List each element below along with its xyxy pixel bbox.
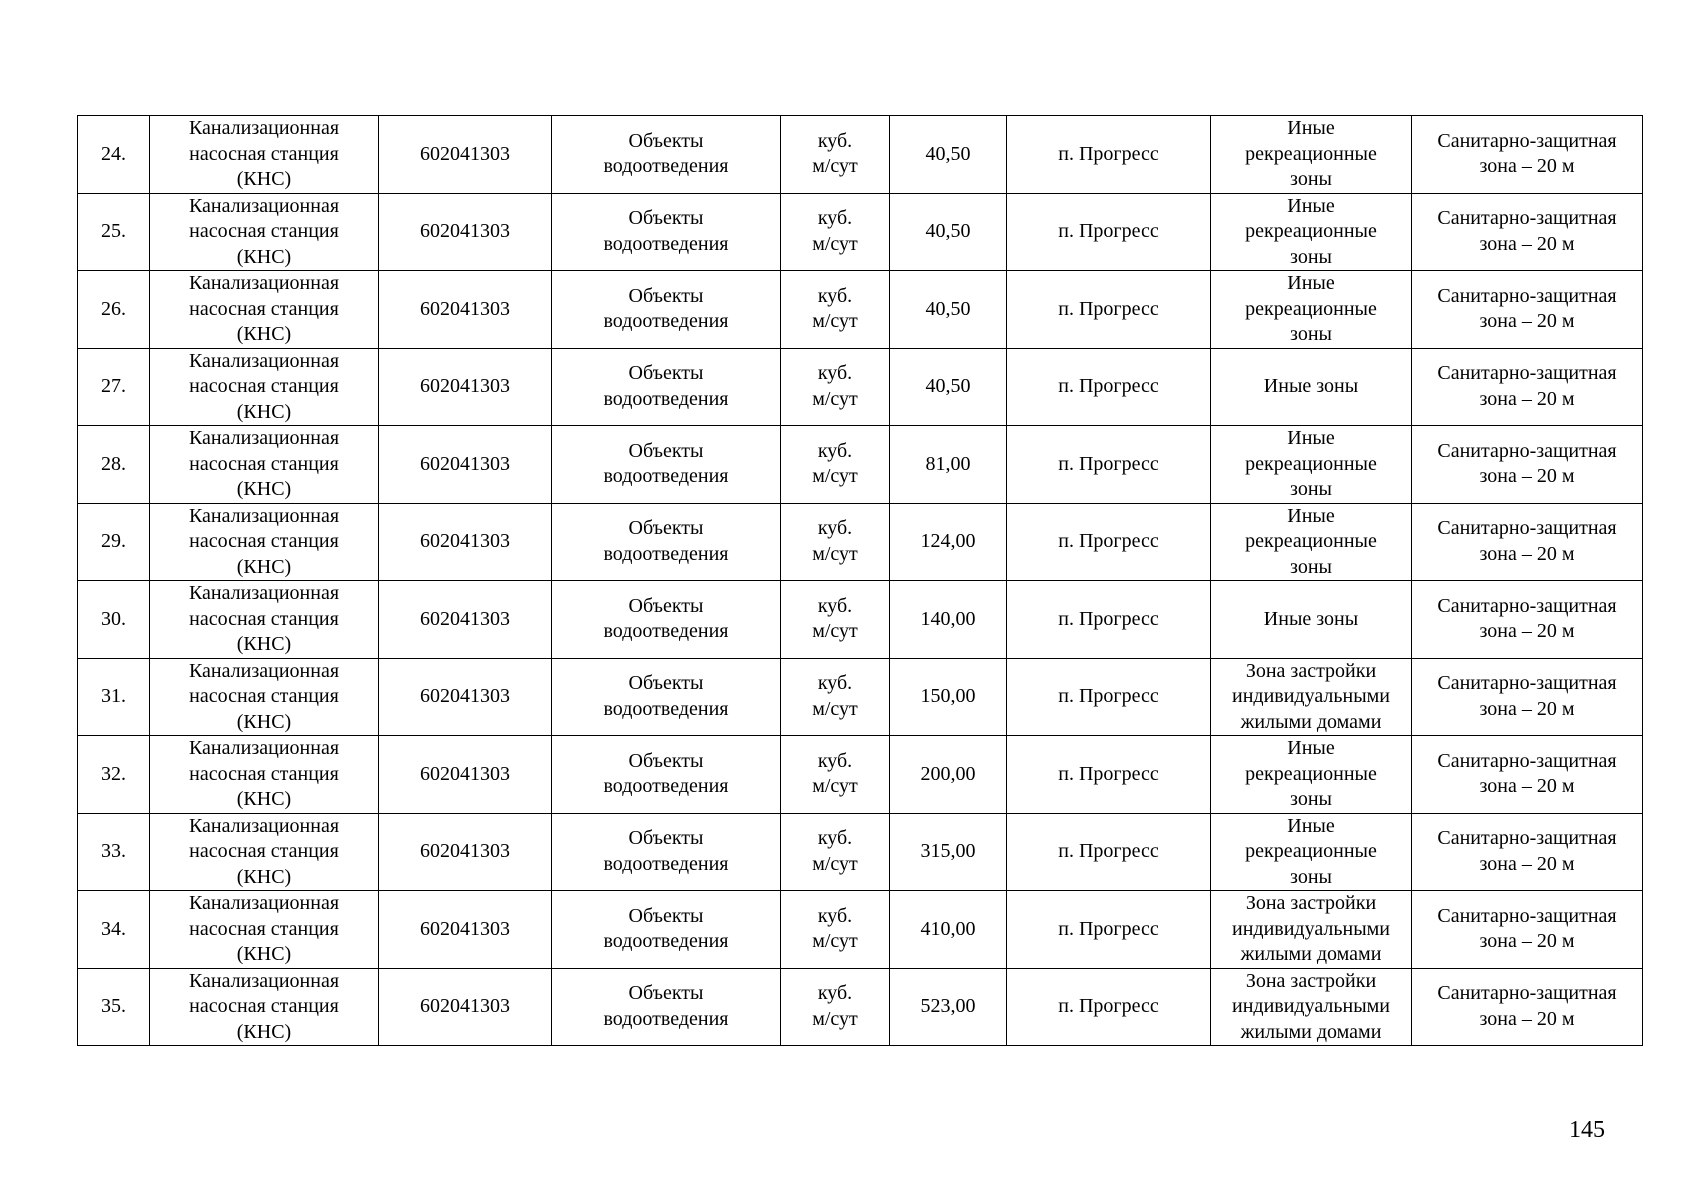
row-number-cell: 25. [78,193,150,271]
unit-cell: куб. м/сут [781,426,890,504]
table-row [78,736,1643,814]
object-type-cell: Объекты водоотведения [552,426,781,504]
capacity-value-cell: 40,50 [890,348,1007,426]
functional-zone-cell: Иные зоны [1211,581,1412,659]
row-number-cell: 27. [78,348,150,426]
object-name-cell: Канализационная насосная станция (КНС) [150,813,379,891]
row-number-cell: 24. [78,116,150,194]
object-code-cell: 602041303 [379,736,552,814]
table-row [78,271,1643,349]
object-type-cell: Объекты водоотведения [552,193,781,271]
table-row [78,658,1643,736]
object-code-cell: 602041303 [379,271,552,349]
row-number-cell: 26. [78,271,150,349]
capacity-value-cell: 150,00 [890,658,1007,736]
location-cell: п. Прогресс [1007,968,1211,1046]
restriction-zone-cell: Санитарно-защитная зона – 20 м [1412,658,1643,736]
object-code-cell: 602041303 [379,581,552,659]
restriction-zone-cell: Санитарно-защитная зона – 20 м [1412,968,1643,1046]
location-cell: п. Прогресс [1007,348,1211,426]
object-name-cell: Канализационная насосная станция (КНС) [150,891,379,969]
object-type-cell: Объекты водоотведения [552,968,781,1046]
unit-cell: куб. м/сут [781,193,890,271]
object-name-cell: Канализационная насосная станция (КНС) [150,581,379,659]
capacity-value-cell: 40,50 [890,193,1007,271]
object-code-cell: 602041303 [379,813,552,891]
object-type-cell: Объекты водоотведения [552,658,781,736]
unit-cell: куб. м/сут [781,581,890,659]
row-number-cell: 34. [78,891,150,969]
capacity-value-cell: 410,00 [890,891,1007,969]
object-code-cell: 602041303 [379,503,552,581]
location-cell: п. Прогресс [1007,503,1211,581]
object-code-cell: 602041303 [379,426,552,504]
location-cell: п. Прогресс [1007,116,1211,194]
restriction-zone-cell: Санитарно-защитная зона – 20 м [1412,348,1643,426]
capacity-value-cell: 200,00 [890,736,1007,814]
object-type-cell: Объекты водоотведения [552,891,781,969]
functional-zone-cell: Иные рекреационные зоны [1211,116,1412,194]
table-row [78,503,1643,581]
object-name-cell: Канализационная насосная станция (КНС) [150,116,379,194]
row-number-cell: 30. [78,581,150,659]
object-name-cell: Канализационная насосная станция (КНС) [150,503,379,581]
functional-zone-cell: Зона застройки индивидуальными жилыми домами [1211,968,1412,1046]
restriction-zone-cell: Санитарно-защитная зона – 20 м [1412,891,1643,969]
restriction-zone-cell: Санитарно-защитная зона – 20 м [1412,736,1643,814]
functional-zone-cell: Иные рекреационные зоны [1211,193,1412,271]
object-name-cell: Канализационная насосная станция (КНС) [150,348,379,426]
capacity-value-cell: 40,50 [890,116,1007,194]
row-number-cell: 28. [78,426,150,504]
functional-zone-cell: Иные рекреационные зоны [1211,503,1412,581]
table-row [78,348,1643,426]
restriction-zone-cell: Санитарно-защитная зона – 20 м [1412,193,1643,271]
unit-cell: куб. м/сут [781,503,890,581]
unit-cell: куб. м/сут [781,658,890,736]
object-code-cell: 602041303 [379,891,552,969]
functional-zone-cell: Зона застройки индивидуальными жилыми домами [1211,658,1412,736]
object-type-cell: Объекты водоотведения [552,813,781,891]
capacity-value-cell: 40,50 [890,271,1007,349]
table-row [78,813,1643,891]
location-cell: п. Прогресс [1007,426,1211,504]
unit-cell: куб. м/сут [781,813,890,891]
facilities-table [77,115,1643,1046]
row-number-cell: 32. [78,736,150,814]
capacity-value-cell: 523,00 [890,968,1007,1046]
functional-zone-cell: Иные рекреационные зоны [1211,426,1412,504]
restriction-zone-cell: Санитарно-защитная зона – 20 м [1412,503,1643,581]
table-row [78,426,1643,504]
row-number-cell: 35. [78,968,150,1046]
object-name-cell: Канализационная насосная станция (КНС) [150,736,379,814]
row-number-cell: 29. [78,503,150,581]
object-code-cell: 602041303 [379,968,552,1046]
functional-zone-cell: Иные рекреационные зоны [1211,813,1412,891]
capacity-value-cell: 81,00 [890,426,1007,504]
unit-cell: куб. м/сут [781,348,890,426]
object-name-cell: Канализационная насосная станция (КНС) [150,271,379,349]
restriction-zone-cell: Санитарно-защитная зона – 20 м [1412,271,1643,349]
unit-cell: куб. м/сут [781,736,890,814]
restriction-zone-cell: Санитарно-защитная зона – 20 м [1412,116,1643,194]
object-name-cell: Канализационная насосная станция (КНС) [150,658,379,736]
functional-zone-cell: Зона застройки индивидуальными жилыми домами [1211,891,1412,969]
row-number-cell: 33. [78,813,150,891]
location-cell: п. Прогресс [1007,891,1211,969]
capacity-value-cell: 124,00 [890,503,1007,581]
object-type-cell: Объекты водоотведения [552,503,781,581]
table-body [78,116,1643,1046]
table-row [78,891,1643,969]
restriction-zone-cell: Санитарно-защитная зона – 20 м [1412,426,1643,504]
unit-cell: куб. м/сут [781,271,890,349]
unit-cell: куб. м/сут [781,891,890,969]
object-type-cell: Объекты водоотведения [552,271,781,349]
location-cell: п. Прогресс [1007,658,1211,736]
restriction-zone-cell: Санитарно-защитная зона – 20 м [1412,581,1643,659]
unit-cell: куб. м/сут [781,968,890,1046]
object-code-cell: 602041303 [379,348,552,426]
functional-zone-cell: Иные рекреационные зоны [1211,271,1412,349]
object-type-cell: Объекты водоотведения [552,348,781,426]
unit-cell: куб. м/сут [781,116,890,194]
table-row [78,968,1643,1046]
location-cell: п. Прогресс [1007,193,1211,271]
page-number: 145 [1569,1117,1605,1143]
object-type-cell: Объекты водоотведения [552,116,781,194]
capacity-value-cell: 315,00 [890,813,1007,891]
object-type-cell: Объекты водоотведения [552,736,781,814]
table-row [78,193,1643,271]
object-code-cell: 602041303 [379,193,552,271]
object-type-cell: Объекты водоотведения [552,581,781,659]
object-code-cell: 602041303 [379,116,552,194]
object-name-cell: Канализационная насосная станция (КНС) [150,193,379,271]
functional-zone-cell: Иные рекреационные зоны [1211,736,1412,814]
location-cell: п. Прогресс [1007,271,1211,349]
location-cell: п. Прогресс [1007,736,1211,814]
row-number-cell: 31. [78,658,150,736]
object-name-cell: Канализационная насосная станция (КНС) [150,426,379,504]
object-name-cell: Канализационная насосная станция (КНС) [150,968,379,1046]
location-cell: п. Прогресс [1007,581,1211,659]
functional-zone-cell: Иные зоны [1211,348,1412,426]
table-row [78,581,1643,659]
restriction-zone-cell: Санитарно-защитная зона – 20 м [1412,813,1643,891]
table-row [78,116,1643,194]
object-code-cell: 602041303 [379,658,552,736]
capacity-value-cell: 140,00 [890,581,1007,659]
location-cell: п. Прогресс [1007,813,1211,891]
